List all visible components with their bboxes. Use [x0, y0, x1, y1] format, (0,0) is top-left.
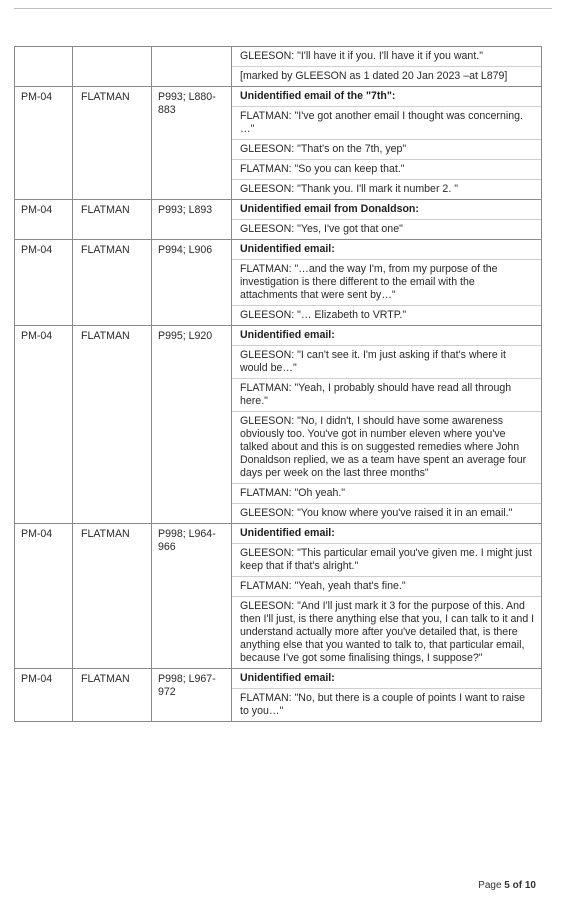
extract-heading: Unidentified email of the "7th": [232, 87, 541, 107]
witness-cell: FLATMAN [73, 326, 152, 524]
witness-cell: FLATMAN [73, 669, 152, 722]
document-id-cell: PM-04 [15, 200, 73, 240]
document-id-cell: PM-04 [15, 326, 73, 524]
table-row [15, 669, 542, 722]
transcript-reference-cell: P993; L893 [152, 200, 232, 240]
witness-cell [73, 47, 152, 87]
table-row [15, 87, 542, 200]
page-of: of [512, 880, 523, 891]
transcript-quote: FLATMAN: "I've got another email I thought was concerning. …" [232, 107, 541, 140]
extract-cell [232, 200, 542, 240]
transcript-quote: FLATMAN: "So you can keep that." [232, 160, 541, 180]
witness-cell: FLATMAN [73, 87, 152, 200]
transcript-quote: GLEESON: "Thank you. I'll mark it number 2. " [240, 183, 458, 195]
document-id-cell: PM-04 [15, 240, 73, 326]
transcript-reference-cell: P998; L967-972 [152, 669, 232, 722]
extract-heading: Unidentified email: [232, 326, 541, 346]
transcript-quote: GLEESON: "You know where you've raised it in an email." [240, 507, 513, 519]
transcript-quote: GLEESON: "… Elizabeth to VRTP." [240, 309, 407, 321]
transcript-quote: GLEESON: "No, I didn't, I should have some awareness obviously too. You've got in number eleven where you've talked about and this is on suggested remedies where John Donaldson replied, we as a team have spent an average four days per week on the last three months" [232, 412, 541, 484]
table-row [15, 47, 542, 87]
extract-heading: Unidentified email: [232, 669, 541, 689]
transcript-reference-cell: P998; L964-966 [152, 524, 232, 669]
witness-cell: FLATMAN [73, 240, 152, 326]
transcript-quote: FLATMAN: "…and the way I'm, from my purpose of the investigation is there different to the email with the attachments that were sent by…" [232, 260, 541, 306]
table-row [15, 524, 542, 669]
transcript-quote: FLATMAN: "No, but there is a couple of points I want to raise to you…" [240, 692, 526, 717]
table-row [15, 200, 542, 240]
extract-heading: Unidentified email from Donaldson: [232, 200, 541, 220]
extract-cell [232, 240, 542, 326]
table-row [15, 240, 542, 326]
witness-cell: FLATMAN [73, 200, 152, 240]
table-row [15, 326, 542, 524]
witness-cell: FLATMAN [73, 524, 152, 669]
page-total: 10 [524, 880, 536, 891]
transcript-quote: GLEESON: "That's on the 7th, yep" [232, 140, 541, 160]
transcript-reference-cell [152, 47, 232, 87]
extract-cell [232, 87, 542, 200]
page-current: 5 [504, 880, 510, 891]
transcript-quote: GLEESON: "Yes, I've got that one" [240, 223, 403, 235]
transcript-quote: GLEESON: "I'll have it if you. I'll have it if you want." [232, 47, 541, 67]
header-rule [14, 8, 552, 9]
extract-cell [232, 326, 542, 524]
transcript-quote: GLEESON: "And I'll just mark it 3 for the purpose of this. And then I'll just, is there anything else that you, I can talk to it and I understand actually more after you've detailed that, is there anything else that you wanted to talk to, that particular email, because I've got some finalising things, I suppose?" [240, 600, 535, 664]
transcript-reference-cell: P995; L920 [152, 326, 232, 524]
evidence-table-body [15, 47, 542, 722]
page-number [478, 880, 536, 891]
transcript-reference-cell: P993; L880-883 [152, 87, 232, 200]
transcript-quote: FLATMAN: "Yeah, I probably should have read all through here." [232, 379, 541, 412]
transcript-quote: [marked by GLEESON as 1 dated 20 Jan 2023 –at L879] [240, 70, 508, 82]
evidence-table [14, 46, 542, 722]
extract-cell [232, 524, 542, 669]
extract-cell [232, 47, 542, 87]
extract-cell [232, 669, 542, 722]
document-id-cell: PM-04 [15, 87, 73, 200]
transcript-quote: FLATMAN: "Yeah, yeah that's fine." [232, 577, 541, 597]
document-id-cell: PM-04 [15, 524, 73, 669]
extract-heading: Unidentified email: [232, 240, 541, 260]
document-id-cell: PM-04 [15, 669, 73, 722]
page-label: Page [478, 880, 502, 891]
transcript-quote: FLATMAN: "Oh yeah." [232, 484, 541, 504]
transcript-reference-cell: P994; L906 [152, 240, 232, 326]
extract-heading: Unidentified email: [232, 524, 541, 544]
transcript-quote: GLEESON: "This particular email you've given me. I might just keep that if that's alright." [232, 544, 541, 577]
document-id-cell [15, 47, 73, 87]
transcript-quote: GLEESON: "I can't see it. I'm just asking if that's where it would be…" [232, 346, 541, 379]
